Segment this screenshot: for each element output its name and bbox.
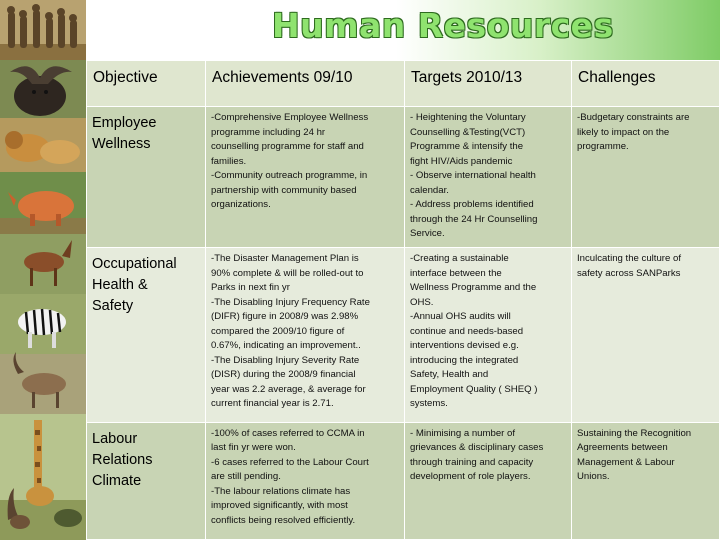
table-row bbox=[87, 107, 720, 248]
hr-table bbox=[86, 60, 720, 540]
targets-cell: - Heightening the Voluntary Counselling &Testing(VCT) Programme & intensify the fight HIV/Aids pandemic - Observe international health calendar. - Address problems identified through the 24 Hr Counselling Service. bbox=[405, 107, 572, 248]
zebra-photo bbox=[0, 294, 86, 354]
objective-cell: Employee Wellness bbox=[87, 107, 206, 248]
header-objective: Objective bbox=[87, 61, 206, 107]
kudu-photo bbox=[0, 352, 86, 414]
table-row bbox=[87, 422, 720, 539]
table-row bbox=[87, 248, 720, 423]
table-header-row bbox=[87, 61, 720, 107]
challenges-cell: -Budgetary constraints are likely to impact on the programme. bbox=[572, 107, 720, 248]
rhino-photo bbox=[0, 172, 86, 234]
page-title: Human Resources bbox=[272, 6, 614, 45]
achievements-cell: -100% of cases referred to CCMA in last fin yr were won. -6 cases referred to the Labour Court are still pending. -The labour relations climate has improved significantly, with most conflicts being resolved efficiently. bbox=[206, 422, 405, 539]
header-challenges: Challenges bbox=[572, 61, 720, 107]
achievements-cell: -The Disaster Management Plan is 90% complete & will be rolled-out to Parks in next fin yr -The Disabling Injury Frequency Rate (DIFR) figure in 2008/9 was 2.98% compared the 2009/10 figure of 0.67%, indicating an improvement.. -The Disabling Injury Severity Rate (DISR) during the 2008/9 financial year was 2.2 average, & average for current financial year is 2.71. bbox=[206, 248, 405, 423]
header-targets: Targets 2010/13 bbox=[405, 61, 572, 107]
objective-cell: Occupational Health & Safety bbox=[87, 248, 206, 423]
achievements-cell: -Comprehensive Employee Wellness programme including 24 hr counselling programme for staff and families. -Community outreach programme, in partnership with community based organizations. bbox=[206, 107, 405, 248]
targets-cell: - Minimising a number of grievances & disciplinary cases through training and capacity development of role players. bbox=[405, 422, 572, 539]
header-achievements: Achievements 09/10 bbox=[206, 61, 405, 107]
objective-cell: Labour Relations Climate bbox=[87, 422, 206, 539]
wildlife-photo-strip bbox=[0, 0, 86, 540]
targets-cell: -Creating a sustainable interface between the Wellness Programme and the OHS. -Annual OHS audits will continue and needs-based interventions devised e.g. introducing the integrated Safety, Health and Employment Quality ( SHEQ ) systems. bbox=[405, 248, 572, 423]
meerkats-photo bbox=[0, 0, 86, 60]
giraffe-photo bbox=[0, 414, 86, 540]
challenges-cell: Inculcating the culture of safety across SANParks bbox=[572, 248, 720, 423]
lions-photo bbox=[0, 118, 86, 172]
antelope-photo bbox=[0, 234, 86, 294]
challenges-cell: Sustaining the Recognition Agreements between Management & Labour Unions. bbox=[572, 422, 720, 539]
buffalo-photo bbox=[0, 60, 86, 118]
